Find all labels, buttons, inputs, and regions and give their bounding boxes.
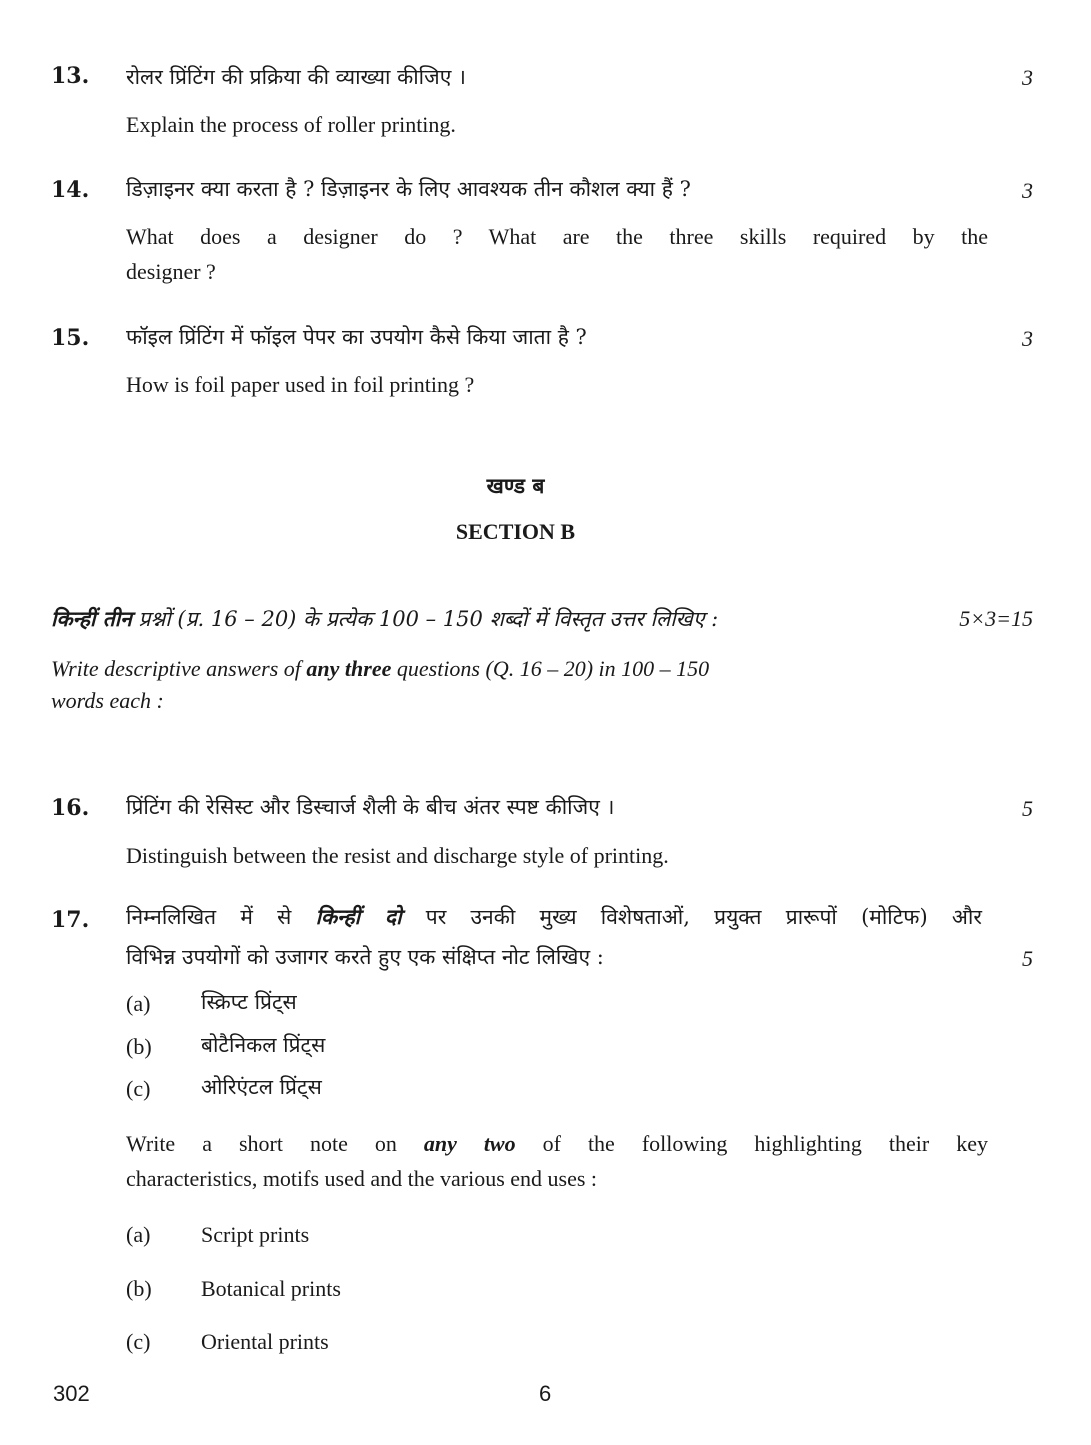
- question-marks: 5: [1022, 946, 1033, 971]
- section-title-hindi: खण्ड ब: [486, 473, 545, 498]
- option-text-hindi: स्क्रिप्ट प्रिंट्स: [201, 990, 297, 1014]
- question-marks: 3: [1022, 65, 1033, 90]
- option-label: (b): [126, 1034, 152, 1059]
- section-marks: 5×3=15: [959, 606, 1033, 631]
- question-text-hindi: डिज़ाइनर क्या करता है ? डिज़ाइनर के लिए आवश्यक तीन कौशल क्या हैं ?: [126, 177, 691, 201]
- section-instruction-english-line2: words each :: [51, 688, 164, 713]
- question-text-english-line1: What does a designer do ? What are the three skills required by the: [126, 224, 988, 249]
- question-text-english-line1: Write a short note on any two of the following highlighting their key: [126, 1131, 988, 1156]
- question-text-hindi: फॉइल प्रिंटिंग में फॉइल पेपर का उपयोग कैसे किया जाता है ?: [126, 325, 587, 349]
- question-number: 17.: [51, 907, 90, 933]
- section-title-english: SECTION B: [455, 519, 576, 544]
- question-text-english: Explain the process of roller printing.: [126, 112, 456, 137]
- question-text-english-line2: designer ?: [126, 259, 216, 284]
- option-label: (a): [126, 991, 151, 1016]
- question-text-hindi: रोलर प्रिंटिंग की प्रक्रिया की व्याख्या कीजिए ।: [126, 65, 466, 89]
- question-text-hindi: प्रिंटिंग की रेसिस्ट और डिस्चार्ज शैली के बीच अंतर स्पष्ट कीजिए ।: [126, 795, 615, 819]
- option-text-english: Botanical prints: [201, 1276, 341, 1301]
- question-text-hindi-line1: निम्नलिखित में से किन्हीं दो पर उनकी मुख्य विशेषताओं, प्रयुक्त प्रारूपों (मोटिफ) और: [126, 904, 982, 929]
- question-text-hindi-line2: विभिन्न उपयोगों को उजागर करते हुए एक संक्षिप्त नोट लिखिए :: [126, 945, 604, 969]
- section-instruction-hindi: किन्हीं तीन प्रश्नों (प्र. 16 – 20) के प्रत्येक 100 – 150 शब्दों में विस्तृत उत्तर लिखिए :: [51, 606, 719, 631]
- question-number: 15.: [51, 325, 90, 351]
- option-label: (c): [126, 1329, 151, 1354]
- question-marks: 5: [1022, 796, 1033, 821]
- option-text-english: Script prints: [201, 1222, 310, 1247]
- question-number: 14.: [51, 177, 90, 203]
- option-label: (a): [126, 1222, 151, 1247]
- question-text-english-line2: characteristics, motifs used and the various end uses :: [126, 1166, 598, 1191]
- section-instruction-english: Write descriptive answers of any three questions (Q. 16 – 20) in 100 – 150: [51, 656, 710, 681]
- paper-code: 302: [53, 1381, 90, 1406]
- question-number: 16.: [51, 795, 90, 821]
- question-marks: 3: [1022, 178, 1033, 203]
- question-number: 13.: [51, 63, 90, 89]
- option-text-hindi: ओरिएंटल प्रिंट्स: [201, 1075, 322, 1099]
- option-text-hindi: बोटैनिकल प्रिंट्स: [201, 1033, 326, 1057]
- option-label: (b): [126, 1276, 152, 1301]
- option-text-english: Oriental prints: [201, 1329, 329, 1354]
- question-text-english: Distinguish between the resist and discharge style of printing.: [126, 843, 669, 868]
- option-label: (c): [126, 1076, 151, 1101]
- page-number: 6: [539, 1381, 552, 1406]
- question-text-english: How is foil paper used in foil printing ?: [126, 372, 475, 397]
- question-marks: 3: [1022, 326, 1033, 351]
